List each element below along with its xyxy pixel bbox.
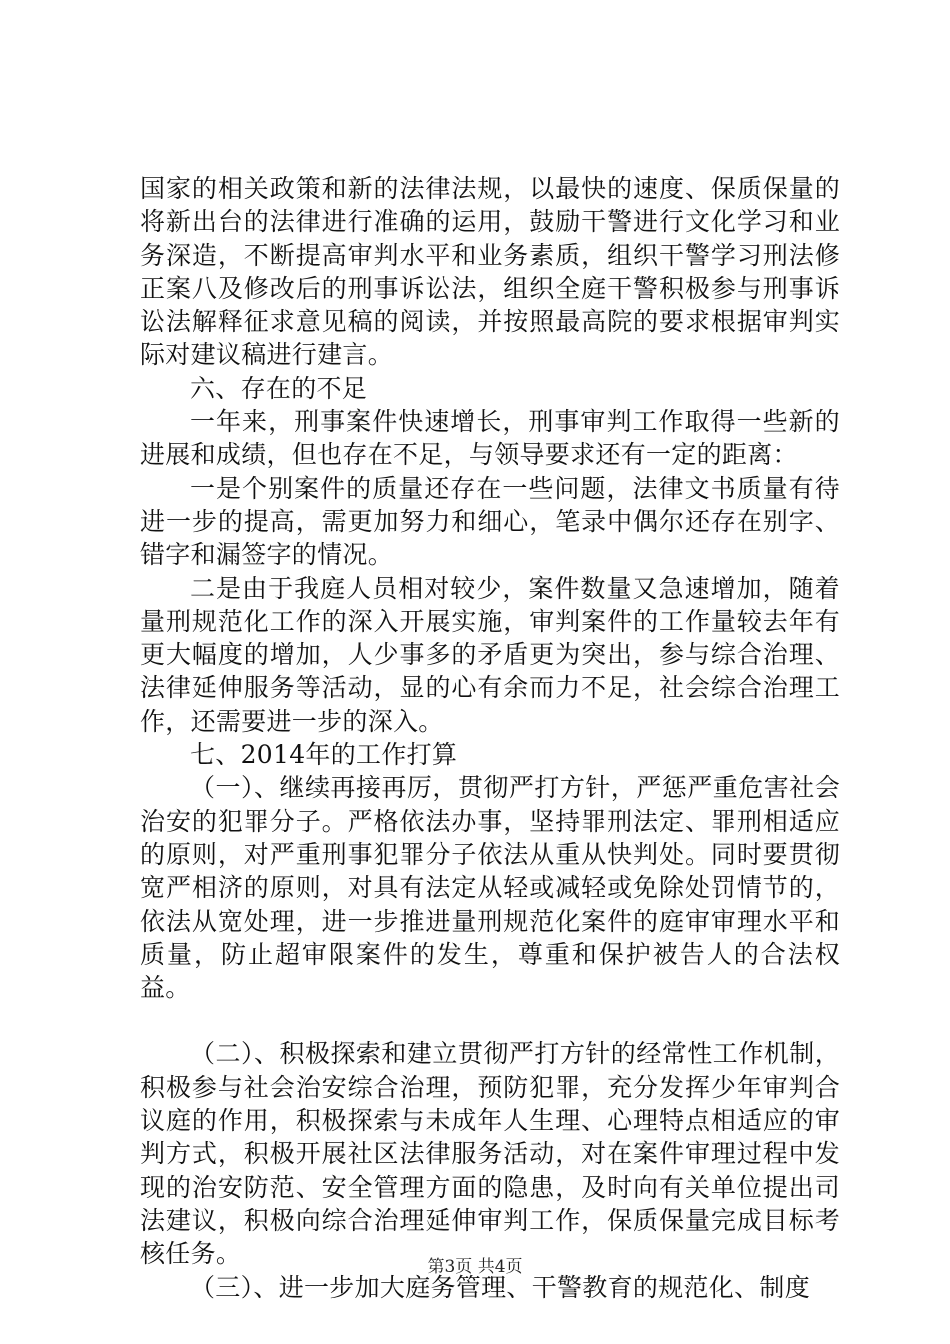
page-number-footer: 第3页 共4页 [427, 1257, 523, 1277]
section-heading-plan: 七、2014年的工作打算 [190, 740, 458, 770]
paragraph-point-one: 一是个别案件的质量还存在一些问题，法律文书质量有待进一步的提高，需更加努力和细心，笔录中偶尔还存在别字、错字和漏签字的情况。 [140, 473, 840, 570]
paragraph-plan-three: （三）、进一步加大庭务管理、干警教育的规范化、制度 [190, 1272, 811, 1302]
section-heading-shortcomings: 六、存在的不足 [190, 373, 368, 403]
paragraph-plan-one: （一）、继续再接再厉，贯彻严打方针，严惩严重危害社会治安的犯罪分子。严格依法办事，坚持罪刑法定、罪刑相适应的原则，对严重刑事犯罪分子依法从重从快判处。同时要贯彻宽严相济的原则，对具有法定从轻或减轻或免除处罚情节的，依法从宽处理，进一步推进量刑规范化案件的庭审审理水平和质量，防止超审限案件的发生，尊重和保护被告人的合法权益。 [140, 773, 840, 1003]
document-body [140, 172, 840, 1304]
paragraph-spacer [140, 1004, 840, 1037]
paragraph-point-two: 二是由于我庭人员相对较少，案件数量又急速增加，随着量刑规范化工作的深入开展实施，审判案件的工作量较去年有更大幅度的增加，人少事多的矛盾更为突出，参与综合治理、法律延伸服务等活动，显的心有余而力不足，社会综合治理工作，还需要进一步的深入。 [140, 573, 840, 736]
paragraph-continued: 国家的相关政策和新的法律法规，以最快的速度、保质保量的将新出台的法律进行准确的运用，鼓励干警进行文化学习和业务深造，不断提高审判水平和业务素质，组织干警学习刑法修正案八及修改后的刑事诉讼法，组织全庭干警积极参与刑事诉讼法解释征求意见稿的阅读，并按照最高院的要求根据审判实际对建议稿进行建言。 [140, 174, 840, 370]
paragraph-plan-two: （二）、积极探索和建立贯彻严打方针的经常性工作机制，积极参与社会治安综合治理，预防犯罪，充分发挥少年审判合议庭的作用，积极探索与未成年人生理、心理特点相适应的审判方式，积极开展社区法律服务活动，对在案件审理过程中发现的治安防范、安全管理方面的隐患，及时向有关单位提出司法建议，积极向综合治理延伸审判工作，保质保量完成目标考核任务。 [140, 1039, 840, 1269]
paragraph-overview: 一年来，刑事案件快速增长，刑事审判工作取得一些新的进展和成绩，但也存在不足，与领导要求还有一定的距离： [140, 407, 840, 470]
